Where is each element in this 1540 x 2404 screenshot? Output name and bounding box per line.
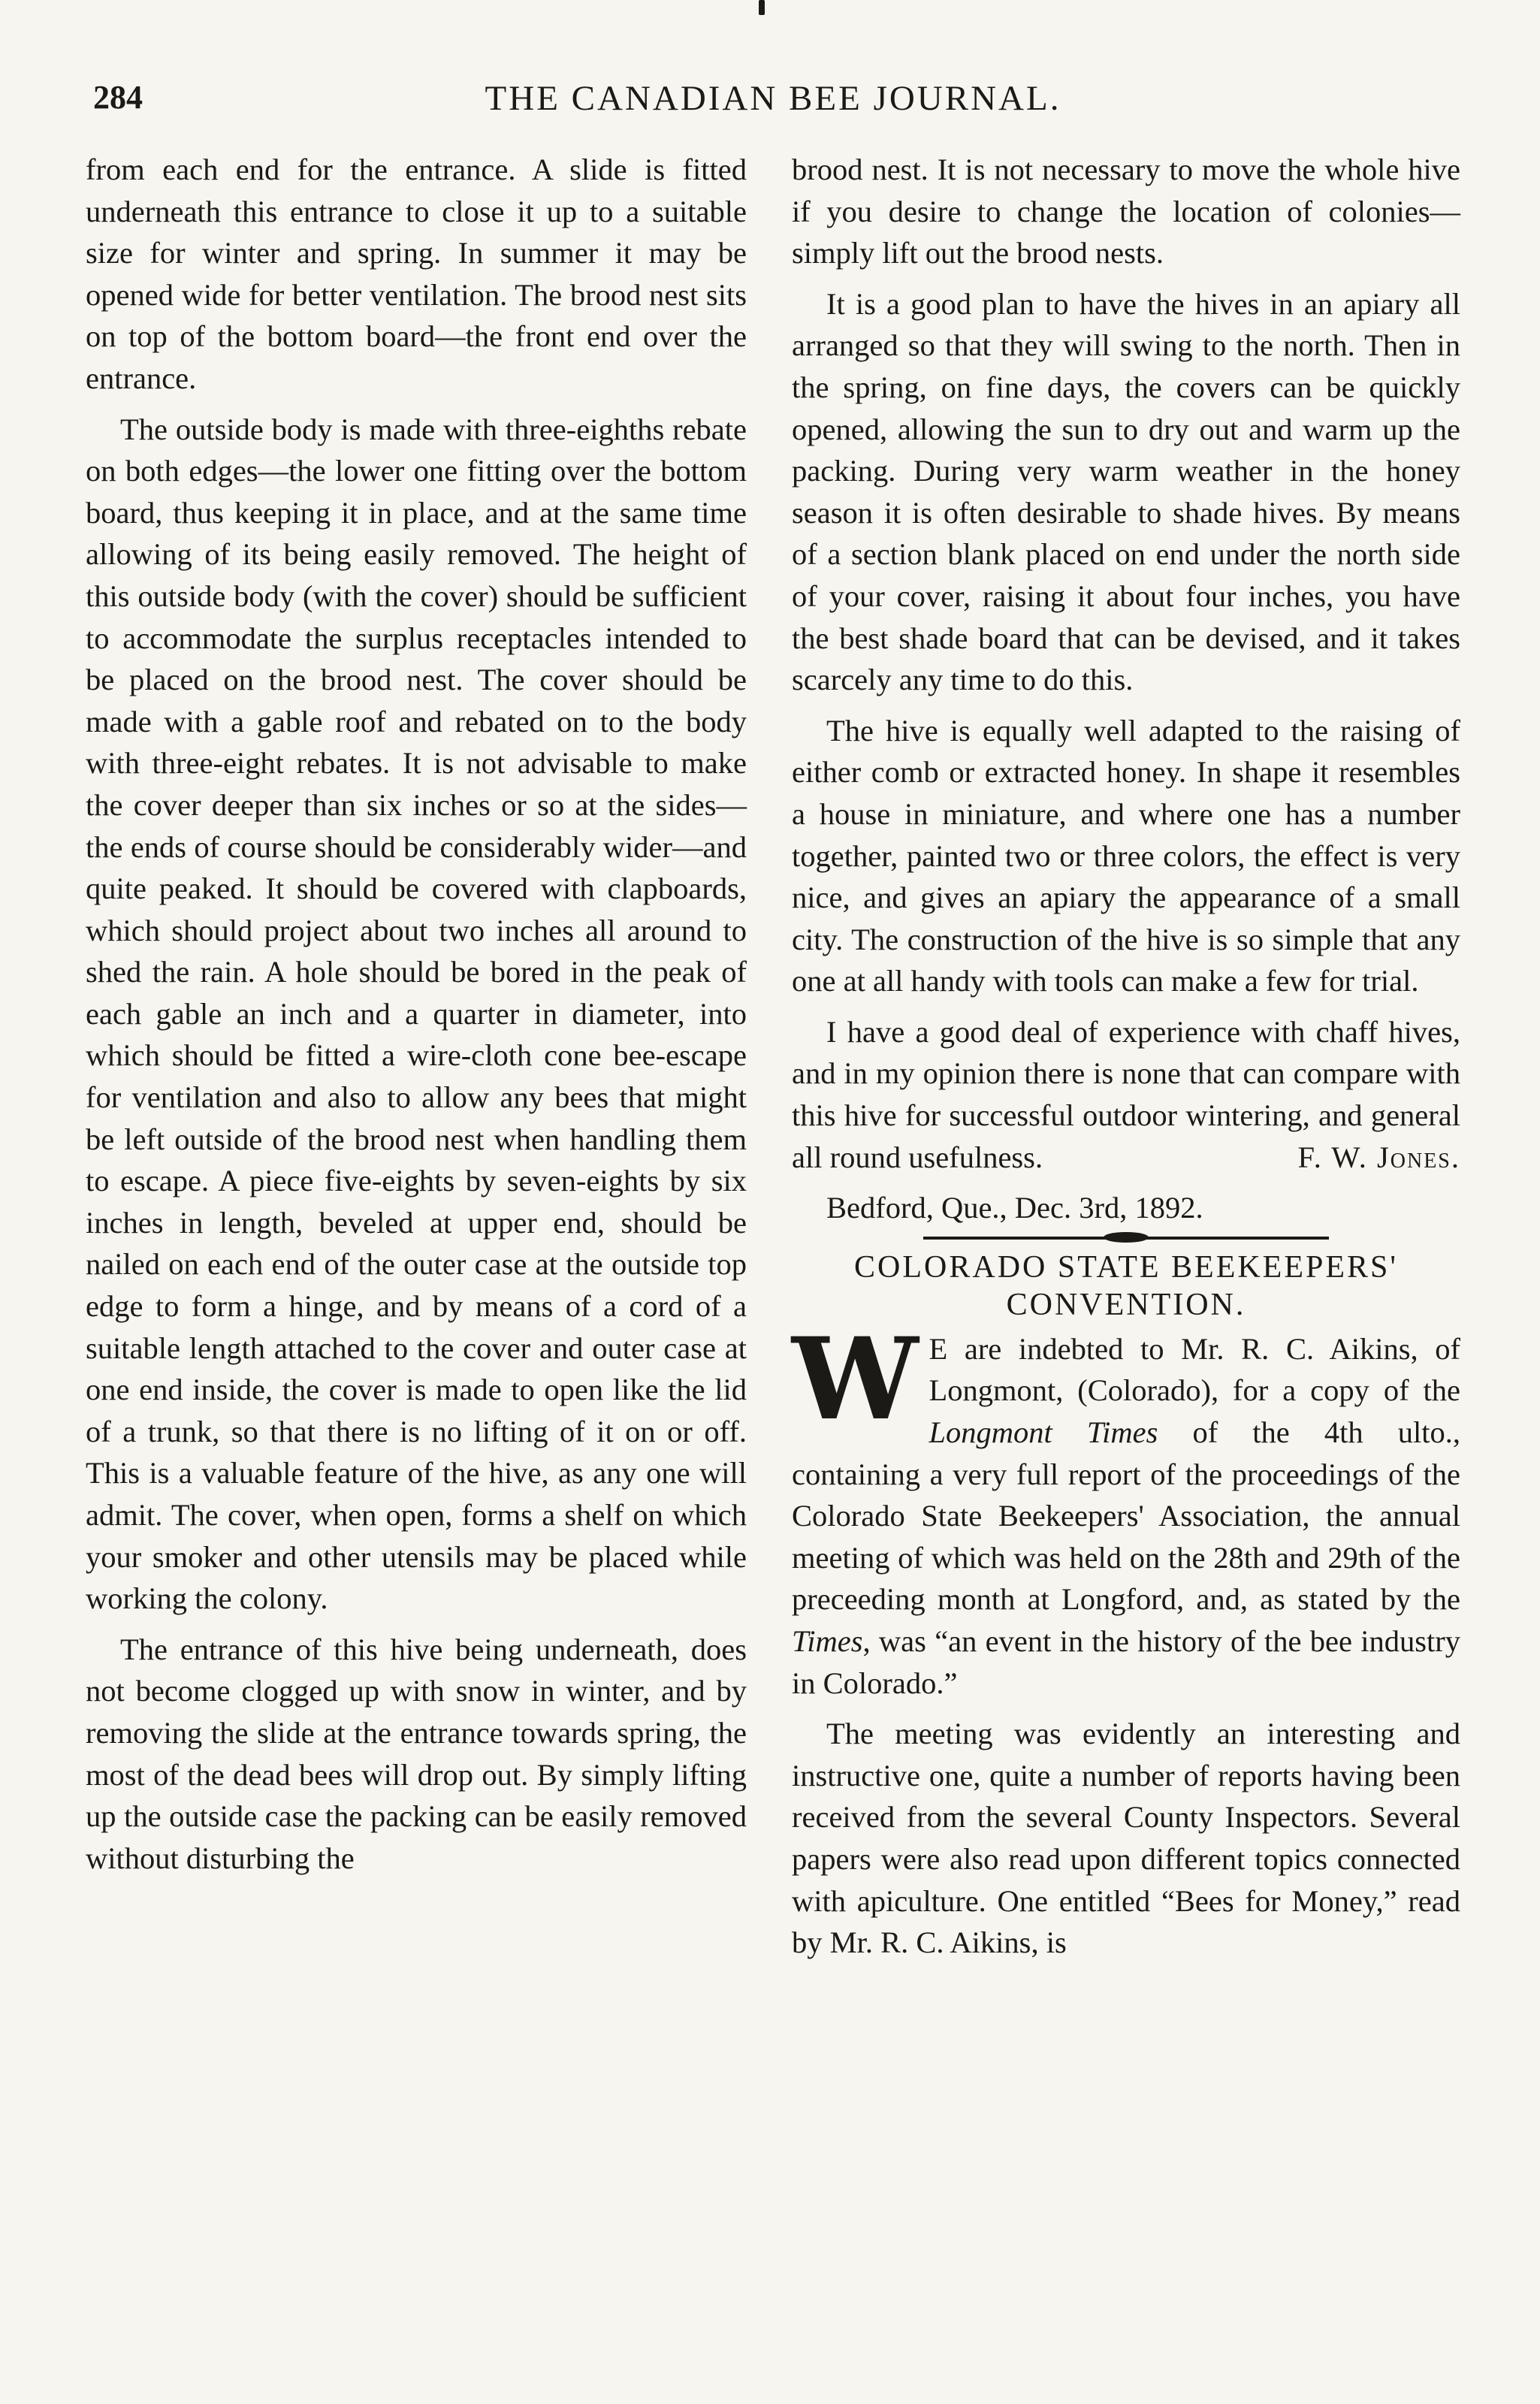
paragraph: The hive is equally well adapted to the raising of either comb or extracted honey. In shape it resembles a house in miniature, and where one has a number together, painted two or three colors, the effect is very nice, and gives an apiary the appearance of a small city. The construction of the hive is so simple that any one at all handy with tools can make a few for trial.	[792, 713, 1460, 998]
article-title-line-2: CONVENTION.	[1006, 1287, 1246, 1322]
paragraph: It is a good plan to have the hives in an apiary all arranged so that they will swing to the north. Then in the spring, on fine days, the covers can be quickly opened, allowing the sun to dry out and warm up the packing. During very warm weather in the honey season it is often desirable to shade hives. By means of a section blank placed on end under the north side of your cover, raising it about four inches, you have the best shade board that can be devised, and it takes scarcely any time to do this.	[792, 286, 1460, 697]
section-divider	[923, 1237, 1329, 1240]
page-number: 284	[93, 79, 143, 116]
left-column	[86, 149, 747, 1888]
article-title	[792, 1249, 1460, 1324]
lead-text: E are indebted to Mr. R. C. Aikins, of Longmont, (Colorado), for a copy of the	[929, 1331, 1460, 1408]
newspaper-name: Longmont Times	[929, 1415, 1158, 1450]
paragraph: from each end for the entrance. A slide is fitted underneath this entrance to close it up to a suitable size for winter and spring. In summer it may be opened wide for better ventilation. The brood nest sits on top of the bottom board—the front end over the entrance.	[86, 153, 747, 395]
article-lead-paragraph	[792, 1312, 1460, 1704]
paragraph: The entrance of this hive being underneath, does not become clogged up with snow in winter, and by removing the slide at the entrance towards spring, the most of the dead bees will drop out. By simply lifting up the outside case the packing can be easily removed without disturbing the	[86, 1632, 747, 1875]
lead-text: , was “an event in the history of the bee industry in Colorado.”	[792, 1624, 1460, 1700]
lead-text: of the 4th ulto., containing a very full report of the proceedings of the Colorado State Beekeepers' Association, the annual meeting of which was held on the 28th and 29th of the preceeding month at Longford, and, as stated by the	[792, 1415, 1460, 1617]
paragraph	[792, 1011, 1460, 1178]
author-signature: F. W. Jones.	[1297, 1140, 1460, 1174]
print-mark	[759, 0, 765, 15]
paragraph: The meeting was evidently an interesting and instructive one, quite a number of reports having been received from the several County Inspectors. Several papers were also read upon different topics connected with apiculture. One entitled “Bees for Money,” read by Mr. R. C. Aikins, is	[792, 1717, 1460, 1960]
drop-cap: W	[792, 1312, 919, 1445]
journal-title: THE CANADIAN BEE JOURNAL.	[485, 79, 1061, 118]
newspaper-name: Times	[792, 1624, 863, 1658]
right-column	[792, 149, 1460, 1973]
paragraph: The outside body is made with three-eighths rebate on both edges—the lower one fitting over the bottom board, thus keeping it in place, and at the same time allowing of its being easily removed. The height of this outside body (with the cover) should be sufficient to accommodate the surplus receptacles intended to be placed on the brood nest. The cover should be made with a gable roof and rebated on to the body with three-eight rebates. It is not advisable to make the cover deeper than six inches or so at the sides—the ends of course should be considerably wider—and quite peaked. It should be covered with clapboards, which should project about two inches all around to shed the rain. A hole should be bored in the peak of each gable an inch and a quarter in diameter, into which should be fitted a wire-cloth cone bee-escape for ventilation and also to allow any bees that might be left outside of the brood nest when handling them to escape. A piece five-eights by seven-eights by six inches in length, beveled at upper end, should be nailed on each end of the outer case at the outside top edge to form a hinge, and by means of a cord of a suitable length attached to the cover and outer case at one end inside, the cover is made to open like the lid of a trunk, so that there is no lifting of it on or off. This is a valuable feature of the hive, as any one will admit. The cover, when open, forms a shelf on which your smoker and other utensils may be placed while working the colony.	[86, 412, 747, 1616]
paragraph: brood nest. It is not necessary to move the whole hive if you desire to change the location of colonies—simply lift out the brood nests.	[792, 153, 1460, 270]
dateline: Bedford, Que., Dec. 3rd, 1892.	[826, 1191, 1203, 1225]
closing-text: I have a good deal of experience with chaff hives, and in my opinion there is none that can compare with this hive for successful outdoor wintering, and general all round usefulness.	[792, 1014, 1460, 1174]
article-title-line-1: COLORADO STATE BEEKEEPERS'	[854, 1249, 1398, 1285]
page-header	[93, 78, 1453, 131]
